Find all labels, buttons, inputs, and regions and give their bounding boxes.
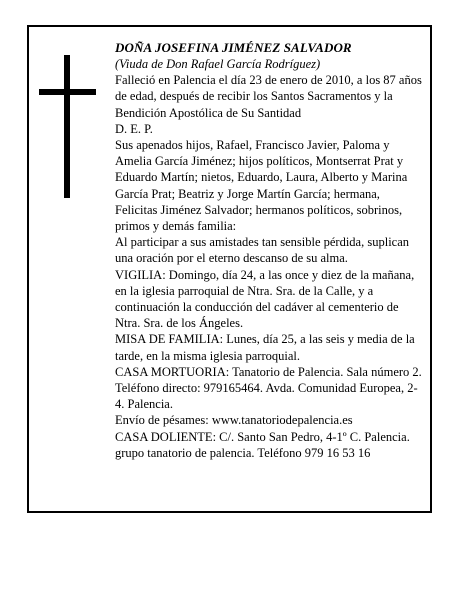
vigil-paragraph: VIGILIA: Domingo, día 24, a las once y diez de la mañana, en la iglesia parroquial de Ntra. Sra. de la Calle, y a continuación la conducción del cadáver al cementerio de Ntra. Sra. de los Ángeles. <box>115 267 415 331</box>
funeral-home-paragraph: CASA MORTUORIA: Tanatorio de Palencia. Sala número 2. Teléfono directo: 979165464. Avda. Comunidad Europea, 2-4. Palencia. <box>115 364 422 412</box>
death-paragraph: Falleció en Palencia el día 23 de enero de 2010, a los 87 años de edad, después de recibir los Santos Sacramentos y la Bendición Apostólica de Su Santidad <box>115 73 422 120</box>
cross-icon <box>39 55 96 198</box>
prayer-request-paragraph: Al participar a sus amistades tan sensible pérdida, suplican una oración por el eterno descanso de su alma. <box>115 235 410 266</box>
family-mass-paragraph: MISA DE FAMILIA: Lunes, día 25, a las seis y media de la tarde, en la misma iglesia parroquial. <box>115 332 415 363</box>
family-home-paragraph: CASA DOLIENTE: C/. Santo San Pedro, 4-1º C. Palencia. <box>115 429 410 444</box>
widow-of-line: (Viuda de Don Rafael García Rodríguez) <box>115 57 321 71</box>
family-paragraph: Sus apenados hijos, Rafael, Francisco Javier, Paloma y Amelia García Jiménez; hijos políticos, Montserrat Prat y Eduardo Martín; nietos, Eduardo, Laura, Alberto y Marina García Prat; Beatriz y Jorge Martín García; hermana, Felicitas Jiménez Salvador; hermanos políticos, sobrinos, primos y demás familia: <box>115 138 408 234</box>
obituary-notice <box>27 25 432 513</box>
footer-line: grupo tanatorio de palencia. Teléfono 979 16 53 16 <box>115 445 371 460</box>
cross-horizontal-bar <box>39 89 96 95</box>
notice-body <box>115 39 425 461</box>
cross-vertical-bar <box>64 55 70 198</box>
condolences-line: Envío de pésames: www.tanatoriodepalencia.es <box>115 413 353 428</box>
deceased-name: DOÑA JOSEFINA JIMÉNEZ SALVADOR <box>115 40 352 55</box>
rip-line: D. E. P. <box>115 121 153 136</box>
